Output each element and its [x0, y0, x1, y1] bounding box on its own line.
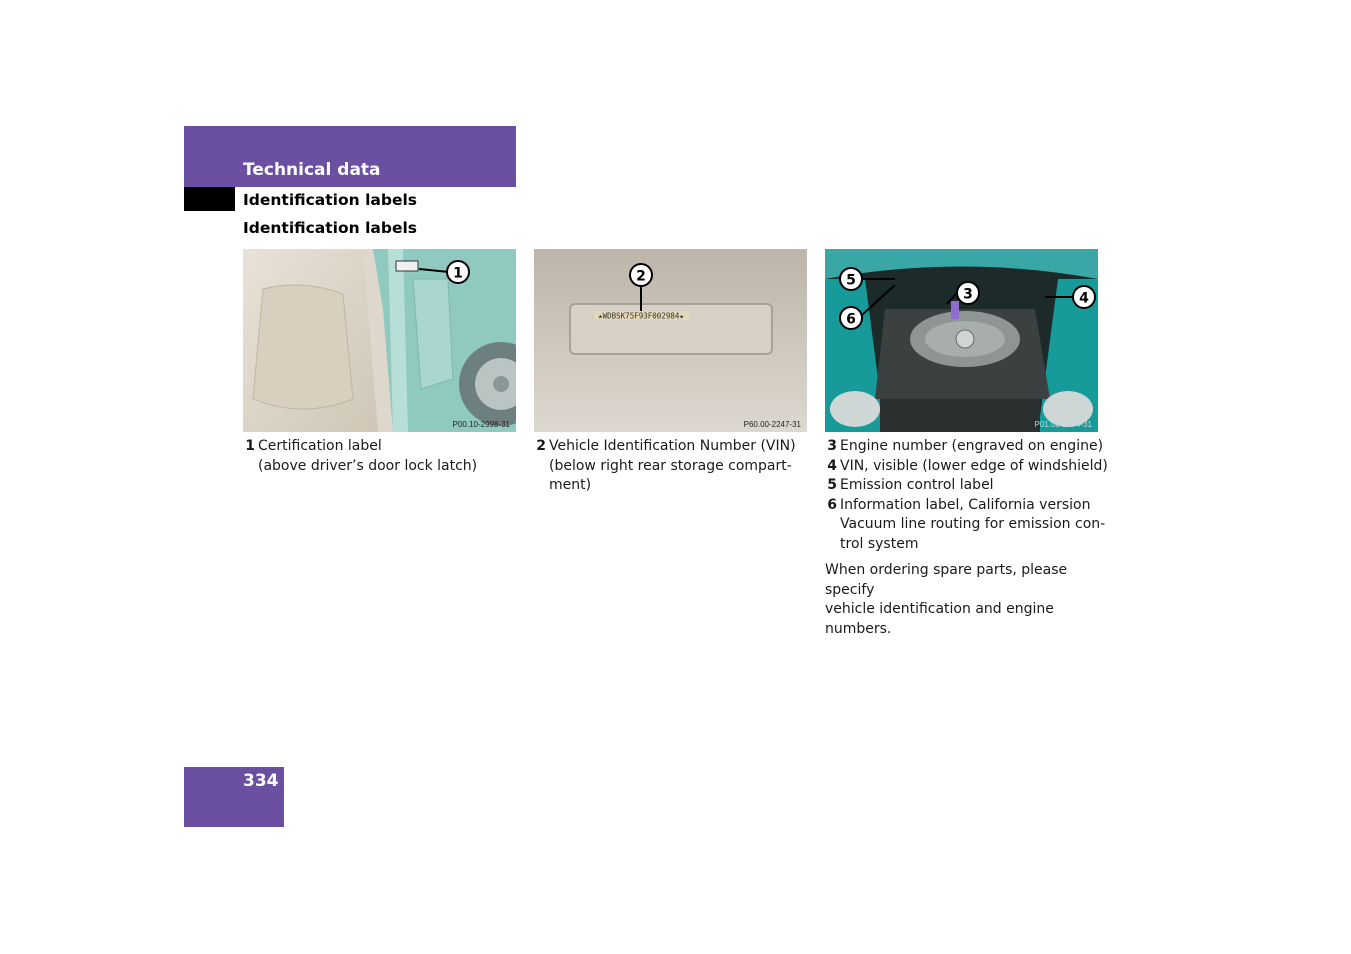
caption-number: 1 — [245, 438, 255, 454]
caption-item — [534, 437, 807, 496]
caption-line: Certification label — [258, 438, 382, 454]
image-code: P01.00-2074-31 — [1034, 420, 1092, 429]
caption-line: (below right rear storage compart- — [549, 457, 792, 474]
callout-2: 2 — [636, 268, 646, 285]
caption-line: VIN, visible (lower edge of windshield) — [840, 457, 1108, 474]
image-code: P60.00-2247-31 — [743, 420, 801, 429]
caption-text — [258, 437, 516, 476]
callout-5: 5 — [846, 272, 856, 289]
subheading-1: Identification labels — [243, 191, 417, 209]
caption-number: 2 — [536, 438, 546, 454]
caption-line: Emission control label — [840, 477, 994, 493]
door-jamb-illustration — [243, 249, 516, 432]
caption-number: 3 — [827, 438, 837, 454]
caption-line: Engine number (engraved on engine) — [840, 438, 1104, 454]
caption-text — [840, 437, 1115, 457]
page-number: 334 — [243, 771, 279, 791]
caption-figure-2 — [534, 437, 807, 496]
section-title: Technical data — [243, 160, 381, 180]
figure-engine-bay — [825, 249, 1098, 432]
image-code: P00.10-2998-31 — [452, 420, 510, 429]
spare-parts-note — [825, 561, 1110, 639]
caption-line: trol system — [840, 535, 919, 552]
caption-line: Vehicle Identification Number (VIN) — [549, 438, 796, 454]
caption-item — [825, 437, 1115, 457]
vin-plate-text: ★WDBSK75F93F002984★ — [598, 311, 684, 321]
caption-number: 5 — [827, 477, 837, 493]
caption-line: Vacuum line routing for emission con- — [840, 516, 1106, 532]
callout-3: 3 — [963, 286, 973, 303]
note-line: vehicle identification and engine numbers. — [825, 601, 1054, 637]
caption-item — [825, 457, 1115, 477]
subheading-2: Identification labels — [243, 219, 417, 237]
caption-text — [549, 437, 807, 496]
caption-figure-3 — [825, 437, 1115, 554]
note-line: When ordering spare parts, please specify — [825, 562, 1068, 598]
callout-1: 1 — [453, 265, 463, 282]
caption-number: 6 — [827, 496, 837, 513]
caption-item — [243, 437, 516, 476]
caption-item — [825, 476, 1115, 496]
figure-door-jamb — [243, 249, 516, 432]
callout-6: 6 — [846, 311, 856, 328]
caption-text — [840, 496, 1115, 555]
caption-text — [840, 476, 1115, 496]
caption-line: Information label, California version — [840, 496, 1091, 513]
caption-line: ment) — [549, 477, 592, 493]
caption-line: (above driver’s door lock latch) — [258, 457, 478, 474]
caption-text — [840, 457, 1115, 477]
caption-item — [825, 496, 1115, 555]
figure-vin-plate — [534, 249, 807, 432]
section-tab-marker — [184, 187, 235, 211]
vin-plate-illustration — [534, 249, 807, 432]
callout-4: 4 — [1079, 290, 1089, 307]
caption-number: 4 — [827, 457, 837, 474]
engine-bay-illustration — [825, 249, 1098, 432]
caption-figure-1 — [243, 437, 516, 476]
